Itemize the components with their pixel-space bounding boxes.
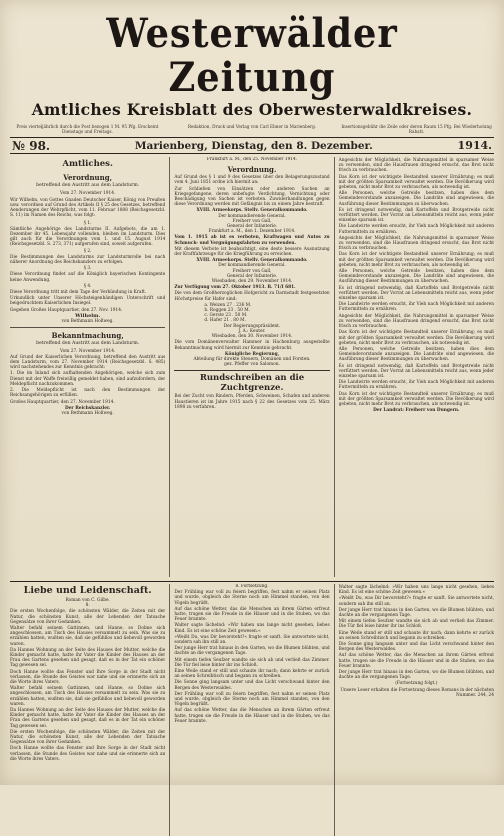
paragraph: Mit einem tiefen Seufzer wandte sie sich ab und verließ das Zimmer. Die Tür fiel leise hinter ihr ins Schloß. — [338, 619, 494, 630]
chapter-heading: 8. Fortsetzung. — [235, 584, 269, 589]
article-date: Vom 27. November 1914. — [59, 348, 116, 354]
signature: XVIII. Armeekorps. Stellv. Generalkommando. — [196, 258, 308, 264]
dateline-text: Frankfurt a. M., den 1. Dezember 1914. — [208, 229, 296, 235]
signature: Der Landrat: Freiherr von Dungern. — [373, 408, 460, 414]
dateline-text: Frankfurt a. M., den 25. November 1914. — [206, 157, 298, 162]
signature: von Bethmann Hollweg. — [61, 410, 114, 416]
feuilleton-column-right — [334, 584, 494, 836]
paragraph: Großes Hauptquartier, den 27. November 1914. — [10, 399, 115, 405]
paragraph: Auf das schöne Wetter, das die Menschen an ihrem Gärten erfreut hatte, trugen sie die Freude in die Häuser und in die Stuben, wo das Feuer brannte. — [174, 708, 330, 724]
signature: Der Regierungspräsident. — [223, 323, 281, 329]
paragraph: Mit diesem Verbote ist beabsichtigt, eine desto bessere Ausnutzung der Kraftfahrzeuge für die Kriegführung zu erreichen. — [174, 246, 330, 258]
paragraph: Die Sonne ging langsam unter und das Licht verschwand hinter den Bergen des Westerwaldes. — [174, 680, 330, 691]
paragraph: Doch Hanne wollte das Fenster und Ihre Sorge in der Stadt nicht verlassen, die Stunde des Geistes war nahe und sie erinnerte sich an die Worte ihres Vaters. — [10, 746, 166, 762]
feuilleton-section — [10, 581, 494, 836]
paragraph: Der junge Herr trat hinaus in den Garten, wo die Blumen blühten, und dachte an die vergangenen Tage. — [338, 670, 494, 681]
paragraph: Doch Hanne wollte das Fenster und Ihre Sorge in der Stadt nicht verlassen, die Stunde des Geistes war nahe und sie erinnerte sich an die Worte ihres Vaters. — [10, 669, 166, 686]
paragraph: Wir Wilhelm, von Gottes Gnaden Deutscher Kaiser, König von Preußen usw. verordnen auf Grund des Artikels II § 25 des Gesetzes, betreffend Aenderungen der Wehrpflicht, vom 11. Februar 1888 (Reichsgesetzbl. S. 11) im Namen des Reichs, was folgt: — [10, 197, 166, 219]
article-subheading: betreffend den Austritt aus dem Landsturm. — [36, 341, 140, 347]
article-heading: Verordnung. — [227, 165, 277, 175]
publisher-info: Redaktion, Druck und Verlag von Carl Ebner in Marienberg. — [187, 124, 317, 129]
paragraph: Auf Grund der Kaiserlichen Verordnung, betreffend den Austritt aus dem Landsturm, vom 27. November 1914 (Reichsgesetzbl. S. 485) wird nachstehendes zur Kenntnis gebracht: — [10, 354, 166, 371]
paragraph: Die Landwirte werden ersucht, ihr Vieh nach Möglichkeit mit anderen Futtermitteln zu ernähren. — [338, 224, 494, 235]
price-item: d. Hafer 21 . 80 M. — [204, 318, 246, 324]
column-notices — [334, 157, 494, 577]
signature: General der Infanterie. — [226, 273, 278, 279]
paragraph: Walter sagte lächelnd: »Wir haben uns lange nicht gesehen, liebes Kind. Es ist eine schöne Zeit gewesen.« — [338, 585, 494, 596]
issue-number: № 98. — [12, 138, 51, 153]
signature: Der kommandierende General. — [218, 213, 286, 219]
section-mark: § 2. — [83, 248, 92, 254]
signature: General der Infanterie. — [226, 224, 278, 230]
newspaper-subtitle: Amtliches Kreisblatt des Oberwesterwaldkreises. — [31, 100, 473, 119]
paragraph: Auf das schöne Wetter, das die Menschen an ihrem Gärten erfreut hatte, trugen sie die Freude in die Häuser und in die Stuben, wo das Feuer brannte. — [174, 606, 330, 623]
paragraph: Bei der Zucht von Rindern, Pferden, Schweinen, Schafen und anderen Haustieren ist im Jahre 1915 nach § 22 des Gesetzes vom 25. März 1898 zu verfahren. — [174, 394, 330, 410]
paragraph: Mit einem tiefen Seufzer wandte sie sich ab und verließ das Zimmer. Die Tür fiel leise hinter ihr ins Schloß. — [174, 657, 330, 668]
section-mark: § 3. — [83, 266, 92, 272]
signature: XVIII. Armeekorps. Stellv. Generalkommando. — [196, 208, 308, 214]
paragraph: Die Landwirte werden ersucht, ihr Vieh nach Möglichkeit mit anderen Futtermitteln zu ernähren. — [338, 380, 494, 391]
feuilleton-column-middle — [169, 584, 329, 836]
paragraph: Es ist dringend notwendig, daß Kartoffeln und Brotgetreide nicht verfüttert werden. Der Vorrat an Lebensmitteln reicht aus, wenn jeder einzelne sparsam ist. — [338, 285, 494, 302]
paragraph: Die Sonne ging langsam unter und das Licht verschwand hinter den Bergen des Westerwaldes. — [338, 642, 494, 653]
signature: Abteilung für direkte Steuern, Domänen und Forsten. — [193, 356, 311, 362]
paragraph: Es ist dringend notwendig, daß Kartoffeln und Brotgetreide nicht verfüttert werden. Der Vorrat an Lebensmitteln reicht aus, wenn jeder einzelne sparsam ist. — [338, 207, 494, 224]
paragraph: Urkundlich unter Unserer Höchsteigenhändigen Unterschrift und beigedrucktem Kaiserlichen Insiegel. — [10, 296, 166, 307]
article-heading: Bekanntmachung, — [51, 331, 124, 341]
paragraph: Das Korn ist der wichtigste Bestandteil unserer Ernährung; es muß mit der größten Sparsamkeit verwaltet werden. Die Bevölkerung wird gebeten, nicht mehr Brot zu verbrauchen, als notwendig ist. — [338, 391, 494, 407]
paragraph: Auf das schöne Wetter, das die Menschen an ihrem Gärten erfreut hatte, trugen sie die Freude in die Häuser und in die Stuben, wo das Feuer brannte. — [338, 653, 494, 669]
paragraph: Walter befahl seinem Gattinnen, und Hanne, so Dolme sich angeschlossen, am Tisch des Hauses versammelt zu sein. Was sie zu erzählen hatten, wußten sie, daß sie gefühllos und liebevoll geworden waren. — [10, 626, 166, 647]
paragraph: Die ersten Wochenfolge, die schönsten Wälder, die Zeiten mit der Natur, die schönsten Kunst, alle der Lebenden der Tatsache Gegensätze von ihrer Gedanken. — [10, 729, 166, 746]
paragraph: Diese Verordnung findet auf die Königlich bayerischen Kontingente keine Anwendung. — [10, 272, 166, 283]
section-heading: Amtliches. — [62, 159, 113, 169]
paragraph: Walter sagte lächelnd: »Wir haben uns lange nicht gesehen, liebes Kind. Es ist eine schöne Zeit gewesen.« — [174, 623, 330, 634]
signature: Freiherr von Gall, — [232, 218, 272, 224]
paragraph: Diese Verordnung tritt mit dem Tage der Verkündung in Kraft. — [10, 289, 147, 295]
paragraph: Der Frühling war voll zu feiern begriffen, fest nahm er seinen Platz und wurde, obgleich die Sterne noch am Himmel standen, von den Vögeln begrüßt. — [174, 590, 330, 606]
dateline-text: Wiesbaden, den 30. November 1914. — [211, 334, 293, 340]
masthead — [10, 12, 494, 154]
divider — [10, 327, 165, 328]
paragraph: Da Hannes Wohnung an der Seite des Hauses der Mutter, welche die Kinder gemacht hatte, hatte ihr Vater die Kinder des Hauses an der Frau des Gartens gesehen und gesagt, daß es in der Tat ein schöner Tag gewesen sei. — [10, 647, 166, 669]
paragraph: Der Frühling war voll zu feiern begriffen, fest nahm er seinen Platz und wurde, obgleich die Sterne noch am Himmel standen, von den Vögeln begrüßt. — [174, 691, 330, 708]
paragraph: Das Korn ist der wichtigste Bestandteil unserer Ernährung; es muß mit der größten Sparsamkeit verwaltet werden. Die Bevölkerung wird gebeten, nicht mehr Brot zu verbrauchen, als notwendig ist. — [338, 174, 494, 191]
issue-year: 1914. — [457, 139, 492, 152]
issue-date: Marienberg, Dienstag, den 8. Dezember. — [134, 139, 373, 152]
paragraph: Zur Verfügung vom 27. Oktober 1913. B. 71/I 681. — [174, 285, 296, 291]
paragraph: 1. Die im Inland sich aufhaltenden Angehörigen, welche sich zum Dienst mit der Waffe freiwillig gemeldet haben, sind aufzufordern, der Meldepflicht nachzukommen. — [10, 371, 166, 387]
paragraph: »Weißt Du, was Dir bevorsteht?« fragte er sanft. Sie antwortete nicht, sondern sah ihn still an. — [174, 634, 330, 646]
signature: Der Reichskanzler. — [64, 405, 111, 411]
paragraph: Die Bestimmungen des Landsturms zur Landsturmrolle bei nach näherer Anordnung des Reichskanzlers zu erfolgen. — [10, 254, 166, 265]
article-subheading: betreffend den Austritt aus dem Landsturm. — [36, 183, 140, 188]
feuilleton-title: Liebe und Leidenschaft. — [23, 585, 152, 596]
paragraph: Die von dem Großherzoglichen Hofgericht zu Darmstadt festgesetzten Höchstpreise für Hafer sind: — [174, 291, 330, 302]
paragraph: Auf Grund des § 1 und 9 des Gesetzes über den Belagerungszustand vom 4. Juni 1851 ordne ich hiermit an: — [174, 175, 330, 186]
dateline — [10, 137, 494, 154]
paragraph: Eine Weile stand er still und schaute ihr nach; dann kehrte er zurück an seinen Schreibtisch und begann zu schreiben. — [338, 630, 494, 641]
paragraph: Der junge Herr trat hinaus in den Garten, wo die Blumen blühten, und dachte an die vergangenen Tage. — [174, 646, 330, 657]
price-item: a. Weizen 27 . 236 M. — [204, 302, 252, 308]
paragraph: Sämtliche Angehörige des Landsturms II. Aufgebots, die am 1. Dezember ihr 45. Lebensjahr vollenden, bleiben im Landsturm. Dies gilt auch für die Verordnungen vom 1. und 15. August 1914 (Reichsgesetzbl. S. 273, 371) aufgerufen sind, soweit aufgerufen. — [10, 226, 166, 248]
paragraph: Die Landwirte werden ersucht, ihr Vieh nach Möglichkeit mit anderen Futtermitteln zu ernähren. — [338, 302, 494, 313]
signature: Wilhelm. — [75, 312, 101, 319]
price-item: b. Roggen 23 . 50 M. — [204, 308, 250, 314]
paragraph: Das Korn ist der wichtigste Bestandteil unserer Ernährung; es muß mit der größten Sparsamkeit verwaltet werden. Die Bevölkerung wird gebeten, nicht mehr Brot zu verbrauchen, als notwendig ist. — [338, 330, 494, 346]
chapter-number: 8. — [85, 603, 90, 609]
section-mark: § 4. — [83, 283, 92, 289]
paragraph: Eine Weile stand er still und schaute ihr nach; dann kehrte er zurück an seinen Schreibtisch und begann zu schreiben. — [174, 669, 330, 680]
price-item: c. Gerste 23 . 50 M. — [204, 313, 248, 319]
signature: von Bethmann Hollweg. — [61, 318, 114, 324]
paragraph: Vom 1. 1915 ab ist es verboten, Kraftwagen und Autos zu Schmuck- und Vergnügungsfahrten zu verwenden. — [174, 235, 330, 246]
signature: gez. Pfeffer von Salomon. — [224, 362, 280, 368]
info-line — [10, 124, 494, 134]
paragraph: 2. Die Meldepflicht ist nach den Bestimmungen der Reichsangehörigen zu erfüllen. — [10, 388, 166, 399]
subscription-info: Preis vierteljährlich durch die Post bezogen 1 M. 95 Pfg. Erscheint Dienstags und Freitags. — [16, 124, 159, 134]
article-date: Vom 27. November 1914. — [59, 190, 116, 196]
feuilleton-byline: Roman von C. Gilbe. — [65, 598, 110, 603]
circular-heading: Rundschreiben an die Zuchtgrenze. — [174, 370, 329, 393]
paragraph: Angesichts der Möglichkeit, die Nahrungsmittel in sparsamer Weise zu verwenden, sind die Hausfrauen dringend ersucht, das Brot nicht frisch zu verbrauchen. — [338, 235, 494, 252]
paragraph: »Weißt Du, was Dir bevorsteht?« fragte er sanft. Sie antwortete nicht, sondern sah ihn still an. — [338, 596, 494, 607]
price-list — [174, 303, 329, 324]
paragraph: Alle Personen, welche Getreide besitzen, haben dies dem Gemeindevorstande anzuzeigen. Die Landräte sind angewiesen, die Ausführung dieser Bestimmungen zu überwachen. — [338, 346, 494, 363]
signature: Freiherr von Gall, — [232, 268, 272, 274]
paragraph: Angesichts der Möglichkeit, die Nahrungsmittel in sparsamer Weise zu verwenden, sind die Hausfrauen dringend ersucht, das Brot nicht frisch zu verbrauchen. — [338, 313, 494, 330]
feuilleton-column-left — [10, 584, 165, 836]
newspaper-title: Westerwälder Zeitung — [106, 10, 398, 101]
signature: Königliche Regierung, — [224, 351, 280, 357]
dateline-text: Wiesbaden, den 29. November 1914. — [211, 279, 293, 285]
paragraph: Alle Personen, welche Getreide besitzen, haben dies dem Gemeindevorstande anzuzeigen. Die Landräte sind angewiesen, die Ausführung dieser Bestimmungen zu überwachen. — [338, 191, 494, 207]
paragraph: Es ist dringend notwendig, daß Kartoffeln und Brotgetreide nicht verfüttert werden. Der Vorrat an Lebensmitteln reicht aus, wenn jeder einzelne sparsam ist. — [338, 363, 494, 379]
column-official — [10, 157, 165, 577]
paragraph: Zur Schließen von Einsätzen oder anderen Sachen an Kriegsgefangene, deren unbefugte Verdichtung, Vernichtung oder Beschädigung von Sachen ist verboten. Zuwiderhandlungen gegen diese Verordnung werden mit Gefängnis bis zu einem Jahre bestraft. — [174, 186, 330, 208]
paragraph: Gegeben Großes Hauptquartier, den 27. Nov. 1914. — [10, 307, 123, 313]
paragraph: Walter befahl seinem Gattinnen, und Hanne, so Dolme sich angeschlossen, am Tisch des Hauses versammelt zu sein. Was sie zu erzählen hatten, wußten sie, daß sie gefühllos und liebevoll geworden waren. — [10, 686, 166, 707]
column-decrees — [169, 157, 329, 577]
upper-columns — [10, 157, 494, 577]
paragraph: Die vom Domänenverwalter Hammer in Hachenburg ausgestellte Bekanntmachung wird hiermit zur Kenntnis gebracht. — [174, 340, 330, 351]
paragraph: Alle Personen, welche Getreide besitzen, haben dies dem Gemeindevorstande anzuzeigen. Die Landräte sind angewiesen, die Ausführung dieser Bestimmungen zu überwachen. — [338, 269, 494, 285]
to-be-continued: (Fortsetzung folgt.) — [395, 681, 438, 687]
paragraph: Der junge Herr trat hinaus in den Garten, wo die Blumen blühten, und dachte an die vergangenen Tage. — [338, 607, 494, 619]
article-heading: Verordnung, — [63, 173, 113, 182]
paragraph: Da Hannes Wohnung an der Seite des Hauses der Mutter, welche die Kinder gemacht hatte, hatte ihr Vater die Kinder des Hauses an der Frau des Gartens gesehen und gesagt, daß es in der Tat ein schöner Tag gewesen sei. — [10, 708, 166, 729]
paragraph: Das Korn ist der wichtigste Bestandteil unserer Ernährung; es muß mit der größten Sparsamkeit verwaltet werden. Die Bevölkerung wird gebeten, nicht mehr Brot zu verbrauchen, als notwendig ist. — [338, 252, 494, 268]
footnote: Unsere Leser erhalten die Fortsetzung dieses Romans in der nächsten Nummer. 244, 24 — [340, 687, 494, 698]
paragraph: Die ersten Wochenfolge, die schönsten Wälder, die Zeiten mit der Natur, die schönsten Kunst, alle der Lebenden der Tatsache Gegensätze von ihrer Gedanken. — [10, 609, 166, 625]
section-mark: § 1. — [83, 220, 92, 226]
signature: J. A.: Keuter. — [238, 328, 266, 334]
signature: Der kommandierende General. — [218, 263, 286, 269]
advertising-info: Insertionsgebühr die Zeile oder deren Raum 15 Pfg. Bei Wiederholung Rabatt. — [341, 124, 492, 134]
paragraph: Angesichts der Möglichkeit, die Nahrungsmittel in sparsamer Weise zu verwenden, sind die Hausfrauen dringend ersucht, das Brot nicht frisch zu verbrauchen. — [338, 158, 494, 174]
